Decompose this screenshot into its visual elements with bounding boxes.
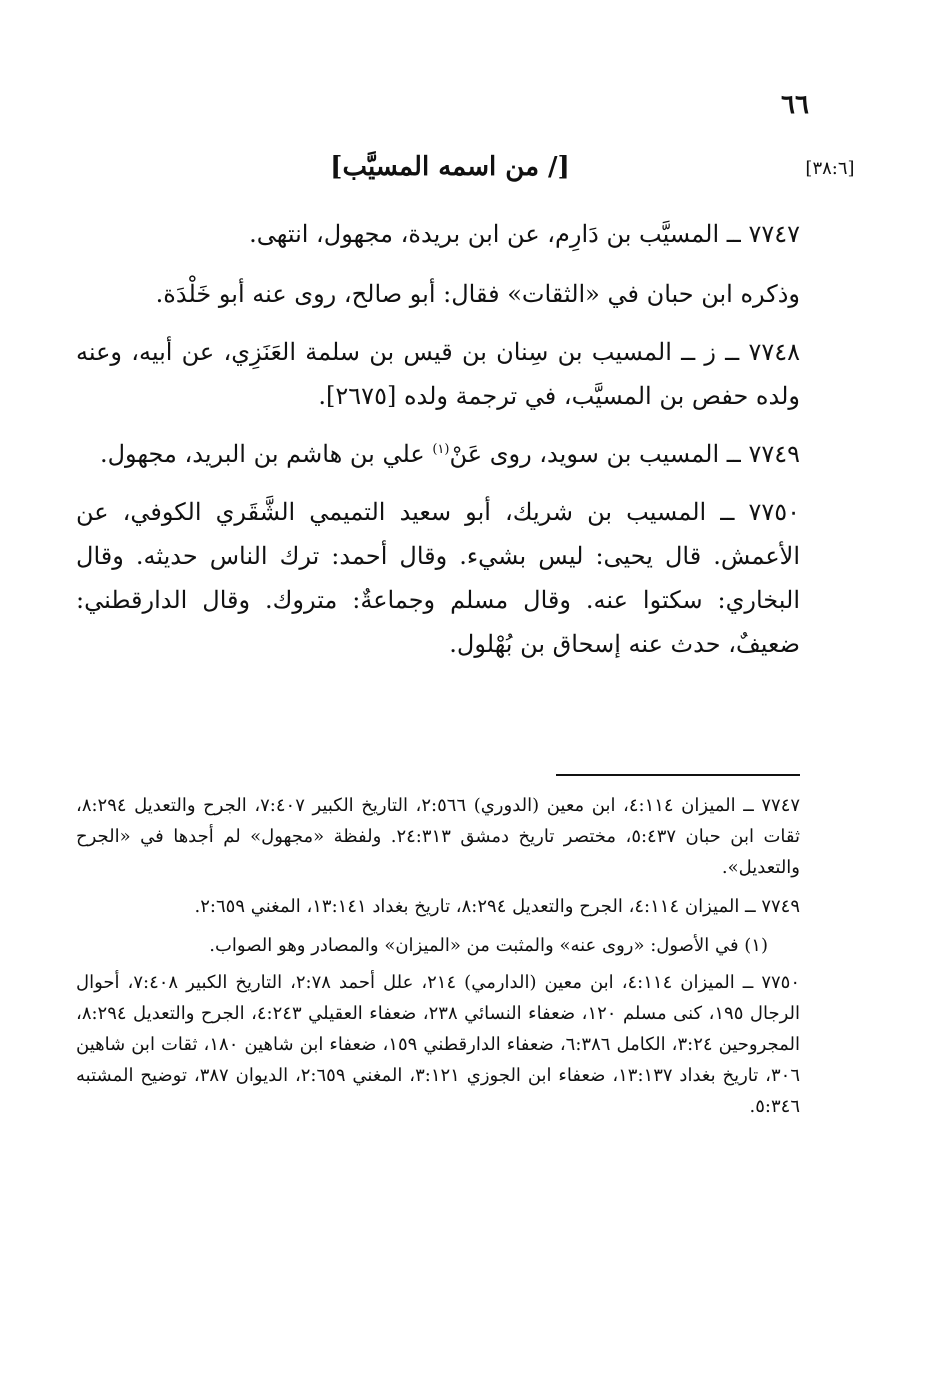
entry-7749-text-end: علي بن هاشم بن البريد، مجهول. bbox=[99, 440, 433, 468]
note-7747: ٧٧٤٧ ــ الميزان ٤:١١٤، ابن معين (الدوري) ٢:٥٦٦، التاريخ الكبير ٧:٤٠٧، الجرح والتعديل ٨:٢٩٤، ثقات ابن حبان ٥:٤٣٧، مختصر تاريخ دمشق ٢٤:٣١٣. ولفظة «مجهول» لم أجدها في «الجرح والتعديل». bbox=[76, 795, 801, 878]
note-7749: ٧٧٤٩ ــ الميزان ٤:١١٤، الجرح والتعديل ٨:٢٩٤، تاريخ بغداد ١٣:١٤١، المغني ٢:٦٥٩. bbox=[194, 896, 800, 917]
entry-7748: ٧٧٤٨ ــ ز ــ المسيب بن سِنان بن قيس بن سلمة العَنَزِي، عن أبيه، وعنه ولده حفص بن المسيَّب، في ترجمة ولده [٢٦٧٥]. bbox=[76, 338, 800, 410]
notes-section bbox=[76, 790, 800, 1130]
entry-7747: ٧٧٤٧ ــ المسيَّب بن دَارِم، عن ابن بريدة، مجهول، انتهى. bbox=[249, 220, 800, 248]
notes-divider bbox=[556, 774, 800, 776]
note-7750: ٧٧٥٠ ــ الميزان ٤:١١٤، ابن معين (الدارمي) ٢١٤، علل أحمد ٢:٧٨، التاريخ الكبير ٧:٤٠٨، أحوال الرجال ١٩٥، كنى مسلم ١٢٠، ضعفاء النسائي ٢٣٨، ضعفاء العقيلي ٤:٢٤٣، الجرح والتعديل ٨:٢٩٤، المجروحين ٣:٢٤، الكامل ٦:٣٨٦، ضعفاء الدارقطني ١٥٩، ضعفاء ابن شاهين ١٨٠، ثقات ابن شاهين ٣٠٦، تاريخ بغداد ١٣:١٣٧، ضعفاء ابن الجوزي ٣:١٢١، المغني ٢:٦٥٩، الديوان ٣٨٧، توضيح المشتبه ٥:٣٤٦. bbox=[76, 972, 801, 1117]
entry-7749 bbox=[76, 432, 800, 476]
page-reference: [٣٨:٦] bbox=[805, 158, 855, 179]
entry-7749-text: ٧٧٤٩ ــ المسيب بن سويد، روى عَنْ bbox=[449, 440, 800, 468]
main-text bbox=[76, 212, 800, 680]
entry-7750: ٧٧٥٠ ــ المسيب بن شريك، أبو سعيد التميمي الشَّقَري الكوفي، عن الأعمش. قال يحيى: ليس بشيء. وقال أحمد: ترك الناس حديثه. وقال البخاري: سكتوا عنه. وقال مسلم وجماعةٌ: متروك. وقال الدارقطني: ضعيفٌ، حدث عنه إسحاق بن بُهْلول. bbox=[76, 498, 800, 658]
footnote-1: (١) في الأصول: «روى عنه» والمثبت من «الميزان» والمصادر وهو الصواب. bbox=[209, 935, 768, 956]
page-number: ٦٦ bbox=[781, 90, 809, 120]
footnote-marker: (١) bbox=[432, 442, 450, 457]
section-heading: [/ من اسمه المسيَّب] bbox=[330, 152, 570, 182]
entry-7747-continuation: وذكره ابن حبان في «الثقات» فقال: أبو صالح، روى عنه أبو خَلْدَة. bbox=[155, 280, 800, 308]
